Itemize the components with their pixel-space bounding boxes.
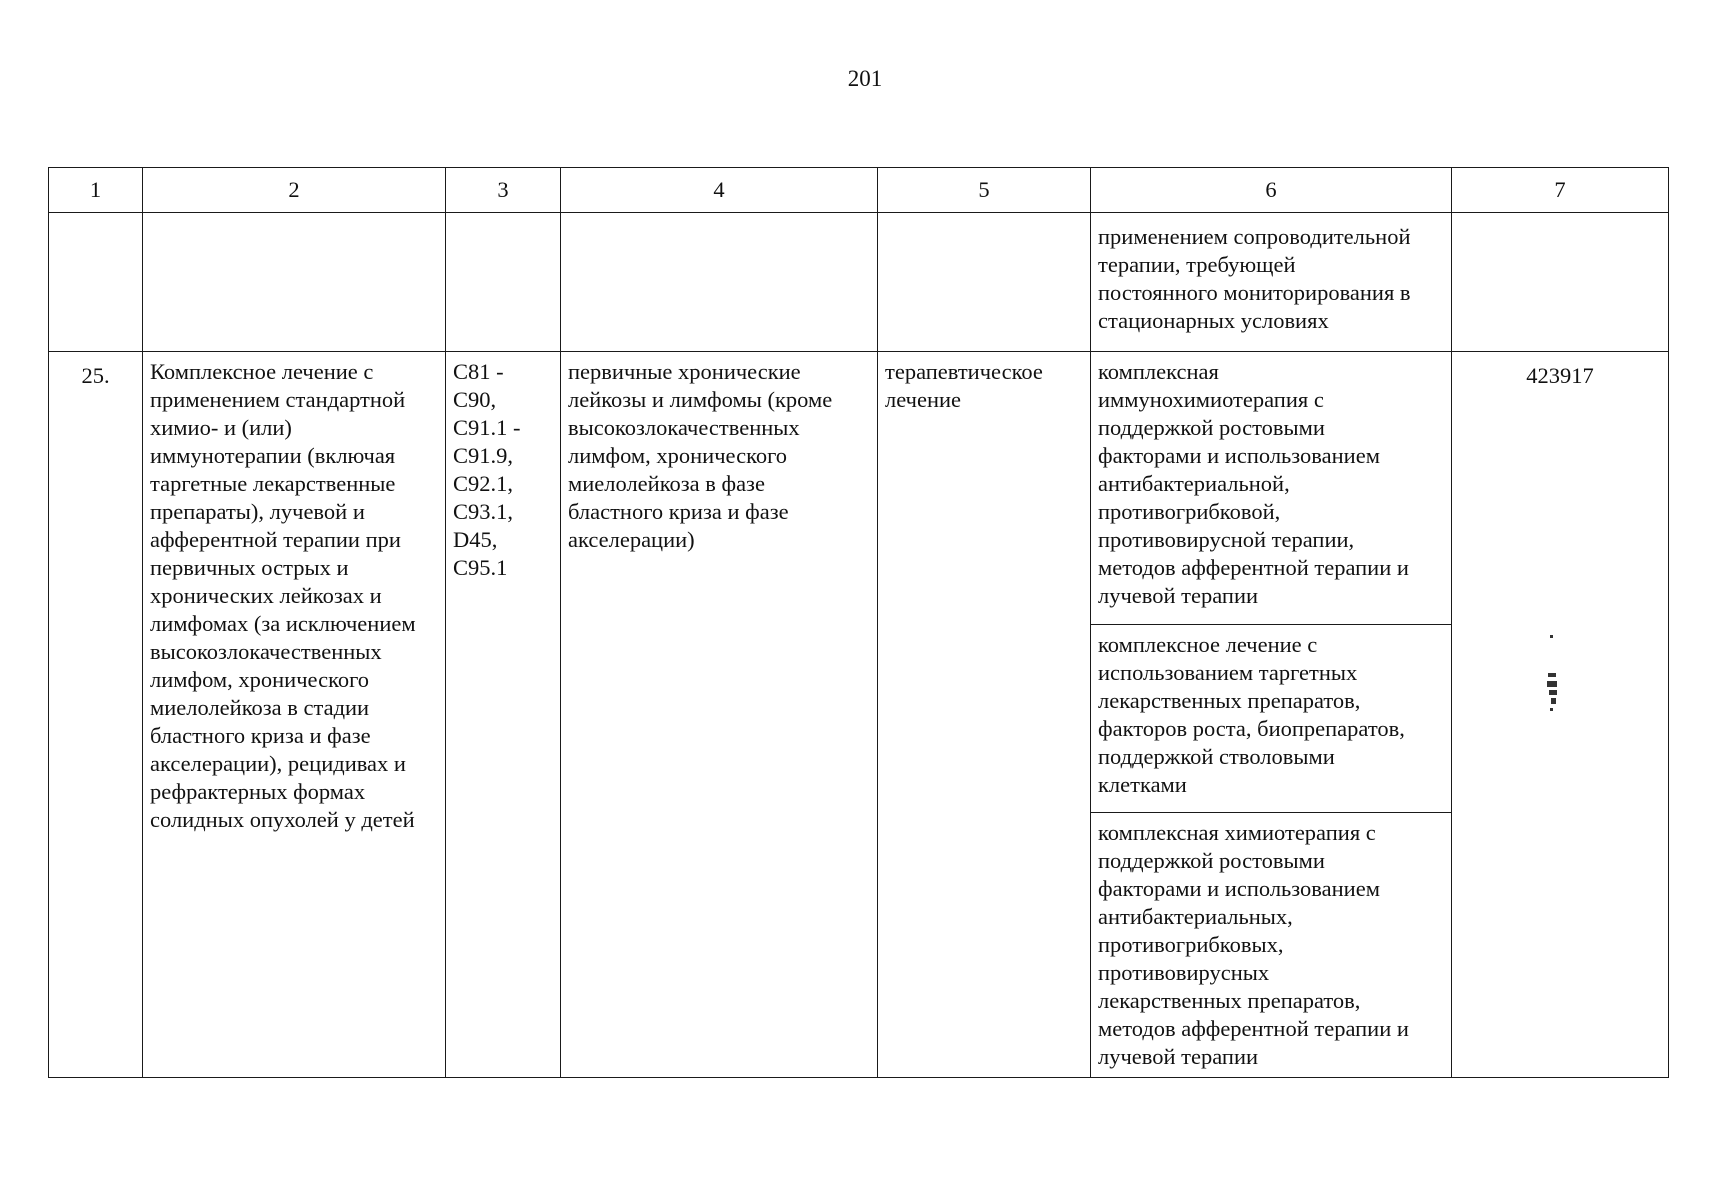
header-col-6: 6: [1091, 168, 1452, 213]
scan-noise: [1545, 635, 1559, 725]
continuation-empty-7: [1452, 213, 1669, 352]
entry-method-2: комплексное лечение с использованием таргетных лекарственных препаратов, факторов роста, биопрепаратов, поддержкой стволовыми клетками: [1091, 625, 1452, 813]
entry-row-25: [49, 352, 1669, 625]
continuation-row: [49, 213, 1669, 352]
header-col-1: 1: [49, 168, 143, 213]
continuation-empty-2: [143, 213, 446, 352]
entry-treatment-type: терапевтическое лечение: [878, 352, 1091, 1078]
header-col-3: 3: [446, 168, 561, 213]
header-col-4: 4: [561, 168, 878, 213]
services-table: [48, 167, 1669, 1078]
entry-cost: 423917: [1452, 352, 1669, 1078]
entry-method-1: комплексная иммунохимиотерапия с поддержкой ростовыми факторами и использованием антибактериальной, противогрибковой, противовирусной терапии, методов афферентной терапии и лучевой терапии: [1091, 352, 1452, 625]
continuation-method: применением сопроводительной терапии, требующей постоянного мониторирования в стационарных условиях: [1091, 213, 1452, 352]
entry-number: 25.: [49, 352, 143, 1078]
continuation-empty-1: [49, 213, 143, 352]
entry-model: первичные хронические лейкозы и лимфомы (кроме высокозлокачественных лимфом, хронического миелолейкоза в фазе бластного криза и фазе акселерации): [561, 352, 878, 1078]
header-row: [49, 168, 1669, 213]
header-col-5: 5: [878, 168, 1091, 213]
continuation-empty-3: [446, 213, 561, 352]
header-col-2: 2: [143, 168, 446, 213]
page-number: 201: [847, 66, 883, 91]
continuation-empty-4: [561, 213, 878, 352]
entry-method-3: комплексная химиотерапия с поддержкой ростовыми факторами и использованием антибактериальных, противогрибковых, противовирусных лекарственных препаратов, методов афферентной терапии и лучевой терапии: [1091, 813, 1452, 1078]
header-col-7: 7: [1452, 168, 1669, 213]
entry-codes: C81 - C90, C91.1 - C91.9, C92.1, C93.1, D45, C95.1: [446, 352, 561, 1078]
continuation-empty-5: [878, 213, 1091, 352]
entry-name: Комплексное лечение с применением стандартной химио- и (или) иммунотерапии (включая таргетные лекарственные препараты), лучевой и афферентной терапии при первичных острых и хронических лейкозах и лимфомах (за исключением высокозлокачественных лимфом, хронического миелолейкоза в стадии бластного криза и фазе акселерации), рецидивах и рефрактерных формах солидных опухолей у детей: [143, 352, 446, 1078]
